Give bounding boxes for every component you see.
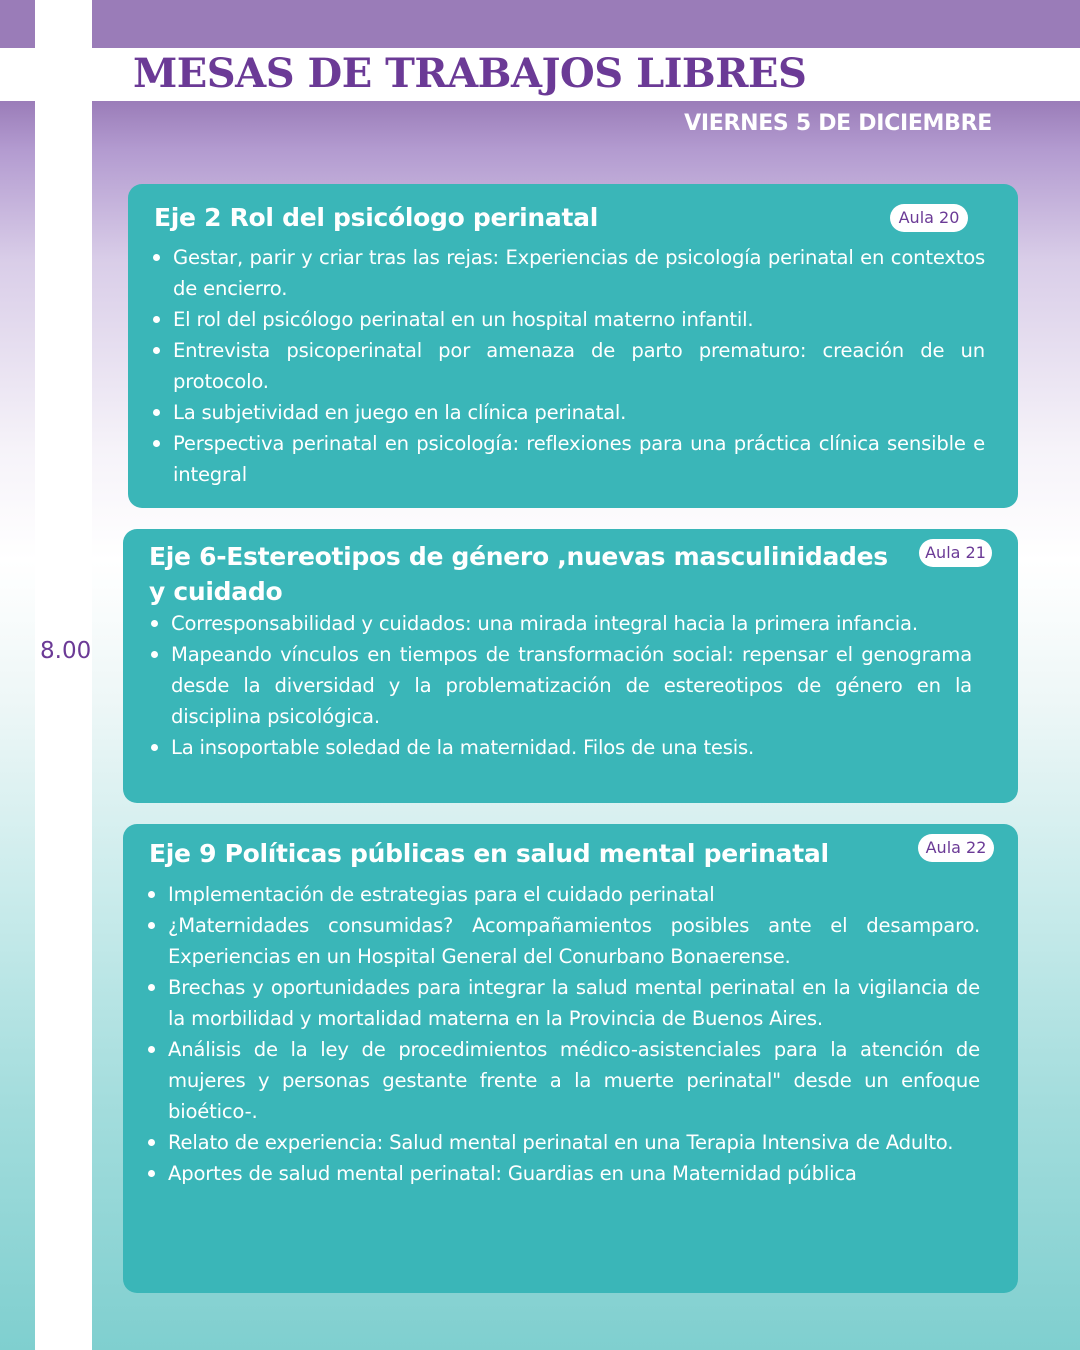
session-card-eje-9 (123, 824, 1018, 1293)
timeline-strip (35, 0, 92, 1350)
list-item: La subjetividad en juego en la clínica perinatal. (152, 397, 985, 428)
paper-list (150, 608, 972, 763)
list-item: Corresponsabilidad y cuidados: una mirada integral hacia la primera infancia. (150, 608, 972, 639)
list-item: Análisis de la ley de procedimientos médico-asistenciales para la atención de mujeres y personas gestante frente a la muerte perinatal" desde un enfoque bioético-. (147, 1034, 980, 1127)
room-badge: Aula 22 (918, 834, 994, 862)
event-date: VIERNES 5 DE DICIEMBRE (684, 111, 992, 136)
list-item: Implementación de estrategias para el cuidado perinatal (147, 879, 980, 910)
list-item: Aportes de salud mental perinatal: Guardias en una Maternidad pública (147, 1158, 980, 1189)
room-badge: Aula 21 (919, 539, 992, 567)
list-item: ¿Maternidades consumidas? Acompañamientos posibles ante el desamparo. Experiencias en un Hospital General del Conurbano Bonaerense. (147, 910, 980, 972)
card-title: Eje 6-Estereotipos de género ,nuevas masculinidades y cuidado (149, 542, 888, 606)
page-title: MESAS DE TRABAJOS LIBRES (133, 50, 807, 97)
list-item: Gestar, parir y criar tras las rejas: Experiencias de psicología perinatal en contextos de encierro. (152, 242, 985, 304)
session-time: 8.00 (40, 638, 92, 664)
list-item: Perspectiva perinatal en psicología: reflexiones para una práctica clínica sensible e integral (152, 428, 985, 490)
room-badge: Aula 20 (890, 204, 968, 232)
card-title: Eje 9 Políticas públicas en salud mental perinatal (149, 839, 829, 868)
list-item: Entrevista psicoperinatal por amenaza de parto prematuro: creación de un protocolo. (152, 335, 985, 397)
list-item: Mapeando vínculos en tiempos de transformación social: repensar el genograma desde la diversidad y la problematización de estereotipos de género en la disciplina psicológica. (150, 639, 972, 732)
list-item: Relato de experiencia: Salud mental perinatal en una Terapia Intensiva de Adulto. (147, 1127, 980, 1158)
top-color-band (0, 0, 1080, 48)
list-item: Brechas y oportunidades para integrar la salud mental perinatal en la vigilancia de la morbilidad y mortalidad materna en la Provincia de Buenos Aires. (147, 972, 980, 1034)
paper-list (147, 879, 980, 1189)
session-card-eje-6 (123, 529, 1018, 803)
list-item: La insoportable soledad de la maternidad. Filos de una tesis. (150, 732, 972, 763)
list-item: El rol del psicólogo perinatal en un hospital materno infantil. (152, 304, 985, 335)
card-title: Eje 2 Rol del psicólogo perinatal (154, 203, 598, 232)
paper-list (152, 242, 985, 490)
session-card-eje-2 (128, 184, 1018, 508)
